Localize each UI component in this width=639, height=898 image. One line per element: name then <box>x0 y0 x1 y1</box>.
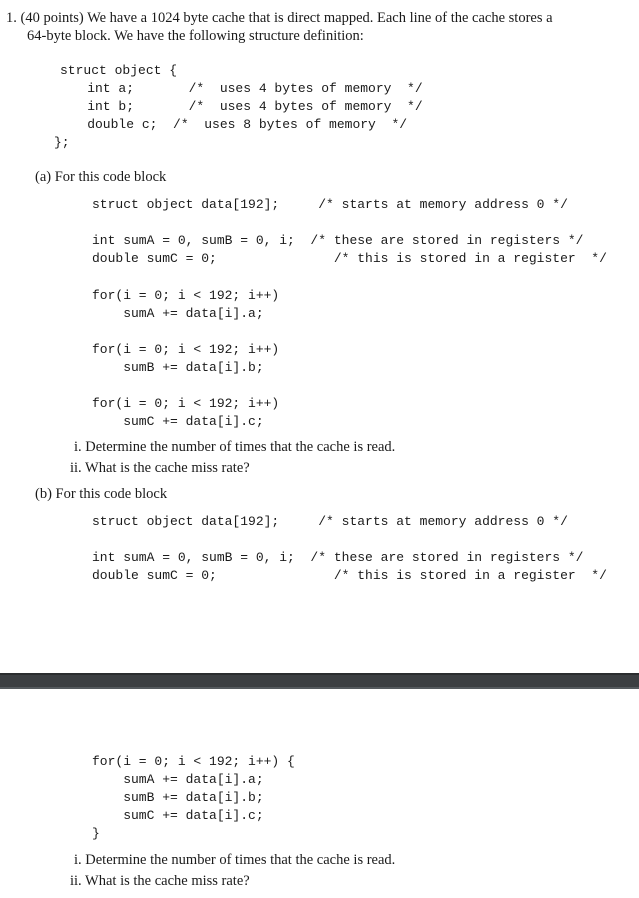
code-line: sumC += data[i].c; <box>92 808 264 823</box>
part-b-variables <box>92 549 607 585</box>
code-line: sumB += data[i].b; <box>92 360 264 375</box>
code-line: int a; /* uses 4 bytes of memory */ <box>56 81 423 96</box>
problem-statement-line-2: 64-byte block. We have the following structure definition: <box>27 28 364 44</box>
code-line: double sumC = 0; /* this is stored in a register */ <box>92 251 607 266</box>
part-a-loop-1 <box>92 287 279 323</box>
part-a-loop-2 <box>92 341 279 377</box>
code-line: for(i = 0; i < 192; i++) <box>92 288 280 303</box>
code-line: int b; /* uses 4 bytes of memory */ <box>56 99 423 114</box>
code-line: int sumA = 0, sumB = 0, i; /* these are stored in registers */ <box>92 233 584 248</box>
code-line: for(i = 0; i < 192; i++) <box>92 396 280 411</box>
part-a-declaration: struct object data[192]; /* starts at memory address 0 */ <box>92 197 568 212</box>
part-b-declaration: struct object data[192]; /* starts at memory address 0 */ <box>92 514 568 529</box>
code-line: double sumC = 0; /* this is stored in a register */ <box>92 568 607 583</box>
code-line: int sumA = 0, sumB = 0, i; /* these are stored in registers */ <box>92 550 584 565</box>
part-b-question-ii: ii. What is the cache miss rate? <box>70 873 250 889</box>
struct-definition <box>54 62 423 152</box>
code-line: double c; /* uses 8 bytes of memory */ <box>56 117 408 132</box>
code-line: for(i = 0; i < 192; i++) <box>92 342 280 357</box>
code-line: } <box>92 826 100 841</box>
code-line: sumA += data[i].a; <box>92 772 264 787</box>
part-b-heading: (b) For this code block <box>35 486 168 502</box>
part-a-loop-3 <box>92 395 279 431</box>
part-a-variables <box>92 232 607 268</box>
problem-statement-line-1: 1. (40 points) We have a 1024 byte cache that is direct mapped. Each line of the cache stores a <box>6 10 553 26</box>
part-b-question-i: i. Determine the number of times that the cache is read. <box>74 852 396 868</box>
code-line: for(i = 0; i < 192; i++) { <box>92 754 295 769</box>
code-line: }; <box>54 135 70 150</box>
part-a-heading: (a) For this code block <box>35 169 167 185</box>
page-break-divider <box>0 673 639 689</box>
part-a-question-ii: ii. What is the cache miss rate? <box>70 460 250 476</box>
code-line: sumB += data[i].b; <box>92 790 264 805</box>
part-a-question-i: i. Determine the number of times that the cache is read. <box>74 439 396 455</box>
code-line: sumC += data[i].c; <box>92 414 264 429</box>
code-line: sumA += data[i].a; <box>92 306 264 321</box>
code-line: struct object { <box>60 63 178 78</box>
part-b-loop <box>92 753 295 843</box>
